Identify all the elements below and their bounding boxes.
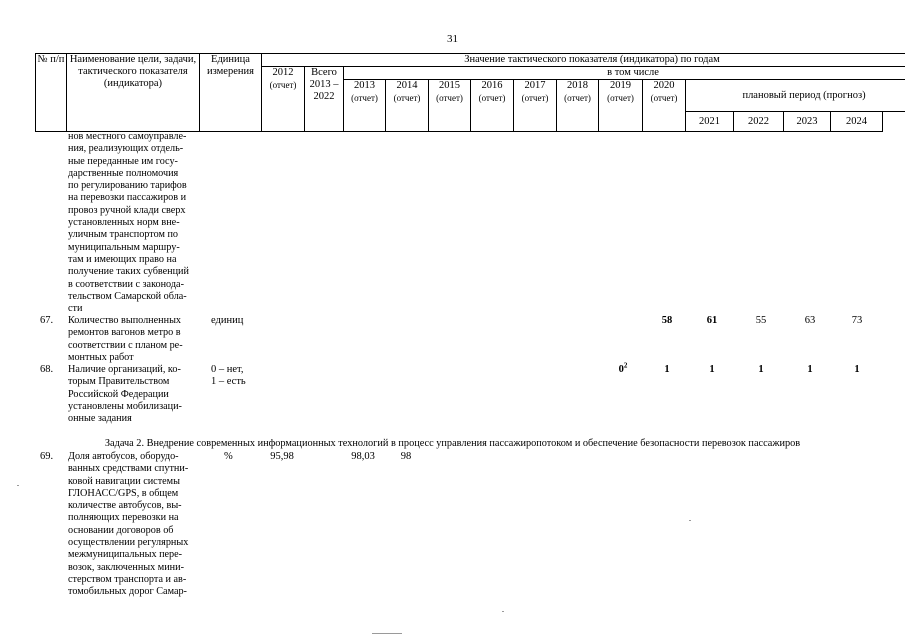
- row-68-number: 68.: [40, 364, 54, 375]
- text-line: межмуниципальных пере-: [68, 549, 183, 561]
- header-2012: [262, 67, 305, 132]
- text-line: на перевозки пассажиров и: [68, 192, 187, 204]
- row-67-value-2024: 73: [851, 315, 863, 326]
- report-label: (отчет): [351, 93, 378, 103]
- header-2017: [514, 80, 557, 132]
- task-2-heading: Задача 2. Внедрение современных информационных технологий в процесс управления пассажиропотоком и обеспечение безопасности перевозок пассажиров: [104, 438, 801, 449]
- header-including: в том числе: [344, 67, 905, 80]
- header-2014: [386, 80, 429, 132]
- text-line: Наличие организаций, ко-: [68, 364, 181, 375]
- report-label: (отчет): [564, 93, 591, 103]
- row-69-unit: %: [224, 451, 233, 462]
- text-line: установленных норм вне-: [68, 217, 180, 229]
- row-67-value-2021: 61: [706, 315, 718, 326]
- year-2017: 2017: [524, 80, 546, 91]
- row-67-value-2022: 55: [755, 315, 767, 326]
- text-line: стерством транспорта и ав-: [68, 573, 187, 585]
- header-2019: [599, 80, 643, 132]
- header-2022: 2022: [734, 112, 784, 132]
- row-69-description: [68, 451, 201, 599]
- unit-line: 1 – есть: [211, 376, 246, 387]
- header-num: № п/п: [36, 54, 67, 132]
- page-number: 31: [447, 33, 458, 45]
- report-label: (отчет): [521, 93, 549, 103]
- row-68-value-2024: 1: [854, 364, 860, 375]
- row-67-number: 67.: [40, 315, 54, 326]
- text-line: муниципальным маршру-: [68, 241, 180, 253]
- text-line: ГЛОНАСС/GPS, в общем: [68, 487, 179, 499]
- text-line: Доля автобусов, оборудо-: [68, 451, 179, 462]
- text-line: ные переданные им госу-: [68, 155, 178, 167]
- text-line: торым Правительством: [68, 376, 170, 388]
- text-line: по регулированию тарифов: [68, 180, 187, 192]
- text-line: основании договоров об: [68, 524, 174, 536]
- text-line: там и имеющих право на: [68, 253, 177, 265]
- header-plan-period: плановый период (прогноз): [686, 80, 905, 112]
- report-label: (отчет): [269, 80, 297, 90]
- text-line: соответствии с планом ре-: [68, 339, 183, 351]
- text-line: ковой навигации системы: [68, 475, 180, 487]
- row-68-value-2019: [603, 361, 643, 376]
- header-name: Наименование цели, задачи, тактического показателя (индикатора): [67, 54, 200, 132]
- report-label: (отчет): [650, 93, 678, 103]
- report-label: (отчет): [436, 93, 463, 103]
- text-line: ремонтов вагонов метро в: [68, 327, 181, 339]
- year-2012: 2012: [272, 67, 294, 78]
- row-68-unit: [211, 364, 261, 388]
- row-69-value-total: 98,03: [351, 451, 375, 462]
- scan-speck: [689, 520, 691, 521]
- year-2018: 2018: [567, 80, 588, 91]
- text-line: ванных средствами спутни-: [68, 463, 189, 475]
- text-line: в соответствии с законода-: [68, 278, 184, 290]
- row-68-value-2021: 1: [709, 364, 715, 375]
- scan-speck: [502, 611, 504, 612]
- row-67-description: [68, 315, 201, 364]
- row-67-value-2023: 63: [804, 315, 816, 326]
- text-line: получение таких субвенций: [68, 266, 189, 278]
- text-line: количестве автобусов, вы-: [68, 500, 182, 512]
- header-2024: 2024: [831, 112, 883, 132]
- text-line: томобильных дорог Самар-: [68, 586, 187, 598]
- header-2018: [557, 80, 599, 132]
- header-2020: [643, 80, 686, 132]
- row-67-unit: единиц: [211, 315, 244, 326]
- report-label: (отчет): [393, 93, 421, 103]
- scan-speck: [372, 633, 402, 634]
- unit-line: 0 – нет,: [211, 364, 244, 375]
- year-2019: 2019: [610, 80, 631, 91]
- year-2013: 2013: [354, 80, 375, 91]
- text-line: сти: [68, 303, 83, 315]
- header-values-by-year: Значение тактического показателя (индикатора) по годам: [262, 54, 905, 67]
- text-line: монтных работ: [68, 351, 134, 363]
- report-label: (отчет): [478, 93, 506, 103]
- year-2020: 2020: [653, 80, 675, 91]
- row-69-value-2013: 98: [400, 451, 412, 462]
- text-line: ния, реализующих отдель-: [68, 143, 184, 155]
- year-2015: 2015: [439, 80, 460, 91]
- header-total: Всего 2013 – 2022: [305, 67, 344, 132]
- row-68-value-2023: 1: [807, 364, 813, 375]
- text-line: Российской Федерации: [68, 388, 169, 400]
- text-line: провоз ручной клади сверх: [68, 204, 186, 216]
- row-67-value-2020: 58: [661, 315, 673, 326]
- continuation-description: [68, 131, 201, 315]
- text-line: возок, заключенных мини-: [68, 561, 184, 573]
- text-line: полняющих перевозки на: [68, 512, 179, 524]
- year-2014: 2014: [396, 80, 418, 91]
- row-69-number: 69.: [40, 451, 54, 462]
- text-line: осуществлении регулярных: [68, 537, 189, 549]
- footnote-marker: 2: [623, 361, 628, 370]
- indicator-table-header: [35, 53, 905, 132]
- row-69-value-2012: 95,98: [270, 451, 294, 462]
- text-line: установлены мобилизаци-: [68, 400, 182, 412]
- header-2016: [471, 80, 514, 132]
- text-line: нов местного самоуправле-: [68, 131, 187, 142]
- header-unit: Единица измерения: [200, 54, 262, 132]
- row-68-value-2022: 1: [758, 364, 764, 375]
- header-2023: 2023: [784, 112, 831, 132]
- text-line: уличным транспортом по: [68, 229, 179, 241]
- row-68-value-2020: 1: [664, 364, 670, 375]
- text-line: дарственные полномочия: [68, 167, 179, 179]
- year-2016: 2016: [481, 80, 503, 91]
- header-2021: 2021: [686, 112, 734, 132]
- row-68-description: [68, 364, 201, 425]
- column-divider: [66, 130, 67, 132]
- text-line: онные задания: [68, 413, 132, 425]
- text-line: Количество выполненных: [68, 315, 182, 326]
- header-2015: [429, 80, 471, 132]
- text-line: тельством Самарской обла-: [68, 290, 187, 302]
- value: 0: [618, 364, 624, 375]
- scan-speck: [17, 485, 19, 486]
- report-label: (отчет): [607, 93, 634, 103]
- header-2013: [344, 80, 386, 132]
